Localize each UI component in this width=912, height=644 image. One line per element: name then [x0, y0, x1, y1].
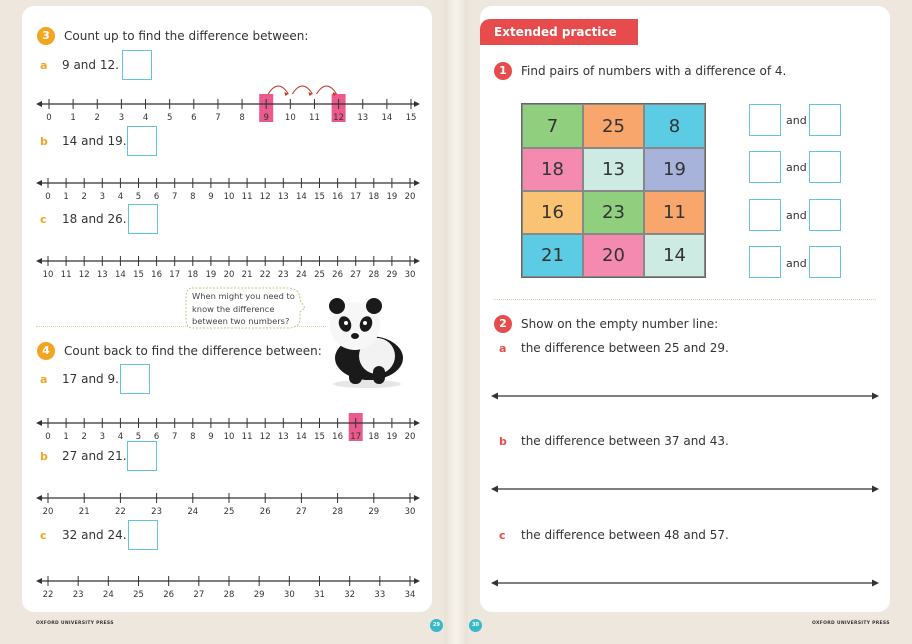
tick-label-28: 28 — [332, 507, 344, 515]
tick-label-34: 34 — [404, 590, 416, 598]
pair-1-and: and — [786, 114, 807, 127]
tick-label-7: 7 — [171, 192, 178, 200]
q4-b-letter: b — [40, 450, 48, 463]
tick-label-9: 9 — [263, 113, 269, 122]
tick-label-25: 25 — [223, 507, 235, 515]
tick-label-20: 20 — [42, 507, 54, 515]
question-3-title: Count up to find the difference between: — [64, 29, 309, 43]
q4-a-prompt: 17 and 9. — [62, 372, 119, 386]
q2-c-letter: c — [499, 529, 506, 542]
number-grid — [521, 103, 706, 278]
tick-label-16: 16 — [332, 192, 344, 200]
q4-c-answer-box[interactable] — [128, 520, 158, 550]
tick-label-22: 22 — [42, 590, 54, 598]
tick-label-29: 29 — [386, 270, 398, 278]
tick-label-8: 8 — [190, 432, 196, 441]
q2-a-letter: a — [499, 342, 507, 355]
tick-label-23: 23 — [151, 507, 163, 515]
tick-label-2: 2 — [81, 432, 87, 441]
pair-3-and: and — [786, 209, 807, 222]
q4-b-number-line — [36, 483, 420, 515]
tick-label-12: 12 — [333, 113, 345, 122]
q4-a-letter: a — [40, 373, 48, 386]
q2-b-empty-number-line[interactable] — [490, 482, 880, 496]
speech-bubble-text: When might you need to know the difference between two numbers? — [192, 291, 295, 326]
question-1-badge: 1 — [494, 62, 512, 80]
tick-label-10: 10 — [223, 432, 235, 441]
q2-a-empty-number-line[interactable] — [490, 389, 880, 403]
q4-b-prompt: 27 and 21. — [62, 449, 127, 463]
tick-label-24: 24 — [187, 507, 199, 515]
q4-a-number-line — [36, 403, 420, 441]
tick-label-10: 10 — [284, 113, 296, 122]
tick-label-16: 16 — [151, 270, 163, 278]
q4-c-prompt: 32 and 24. — [62, 528, 127, 542]
tick-label-23: 23 — [277, 270, 289, 278]
grid-cell[interactable]: 14 — [644, 234, 705, 277]
grid-cell[interactable]: 18 — [522, 148, 583, 191]
tick-label-21: 21 — [78, 507, 90, 515]
tick-label-29: 29 — [253, 590, 265, 598]
q2-b-prompt: the difference between 37 and 43. — [521, 434, 729, 448]
tick-label-20: 20 — [223, 270, 235, 278]
page-gutter — [444, 0, 468, 644]
tick-label-20: 20 — [404, 432, 416, 441]
q2-a-prompt: the difference between 25 and 29. — [521, 341, 729, 355]
q3-b-answer-box[interactable] — [127, 126, 157, 156]
q2-c-prompt: the difference between 48 and 57. — [521, 528, 729, 542]
tick-label-11: 11 — [309, 113, 320, 122]
tick-label-6: 6 — [153, 192, 160, 200]
tick-label-17: 17 — [350, 192, 362, 200]
q3-c-letter: c — [40, 213, 47, 226]
q3-b-prompt: 14 and 19. — [62, 134, 127, 148]
tick-label-5: 5 — [166, 113, 173, 122]
tick-label-13: 13 — [277, 192, 289, 200]
question-4-title: Count back to find the difference between: — [64, 344, 322, 358]
tick-label-0: 0 — [45, 192, 51, 200]
panda-image — [325, 292, 407, 388]
pair-4-second-box[interactable] — [809, 246, 841, 278]
tick-label-14: 14 — [381, 113, 393, 122]
question-4-badge: 4 — [37, 342, 55, 360]
tick-label-13: 13 — [96, 270, 108, 278]
q2-c-empty-number-line[interactable] — [490, 576, 880, 590]
right-page — [480, 6, 890, 612]
tick-label-22: 22 — [114, 507, 126, 515]
pair-3-second-box[interactable] — [809, 199, 841, 231]
tick-label-8: 8 — [239, 113, 245, 122]
q4-a-answer-box[interactable] — [120, 364, 150, 394]
tick-label-30: 30 — [404, 507, 416, 515]
pair-3-first-box[interactable] — [749, 199, 781, 231]
tick-label-25: 25 — [314, 270, 325, 278]
grid-cell[interactable]: 23 — [583, 191, 644, 234]
tick-label-9: 9 — [208, 192, 214, 200]
q3-a-prompt: 9 and 12. — [62, 58, 119, 72]
tick-label-26: 26 — [163, 590, 175, 598]
tick-label-15: 15 — [405, 113, 417, 122]
tick-label-15: 15 — [314, 432, 325, 441]
tick-label-3: 3 — [99, 432, 106, 441]
tick-label-23: 23 — [72, 590, 84, 598]
pair-2-first-box[interactable] — [749, 151, 781, 183]
pair-4-first-box[interactable] — [749, 246, 781, 278]
q4-c-number-line — [36, 566, 420, 598]
tick-label-12: 12 — [78, 270, 90, 278]
q4-c-letter: c — [40, 529, 47, 542]
extended-practice-header: Extended practice — [480, 19, 638, 45]
tick-label-6: 6 — [153, 432, 160, 441]
tick-label-1: 1 — [63, 192, 69, 200]
tick-label-33: 33 — [374, 590, 386, 598]
tick-label-3: 3 — [118, 113, 125, 122]
q3-c-number-line — [36, 246, 420, 278]
tick-label-26: 26 — [259, 507, 271, 515]
q2-b-letter: b — [499, 435, 507, 448]
tick-label-27: 27 — [350, 270, 362, 278]
tick-label-19: 19 — [386, 432, 398, 441]
grid-cell[interactable]: 19 — [644, 148, 705, 191]
tick-label-19: 19 — [205, 270, 217, 278]
pair-1-second-box[interactable] — [809, 104, 841, 136]
question-2-title: Show on the empty number line: — [521, 317, 719, 331]
tick-label-4: 4 — [117, 432, 124, 441]
grid-cell[interactable]: 16 — [522, 191, 583, 234]
grid-cell[interactable]: 11 — [644, 191, 705, 234]
tick-label-12: 12 — [259, 432, 271, 441]
q3-c-prompt: 18 and 26. — [62, 212, 127, 226]
tick-label-7: 7 — [171, 432, 178, 441]
q3-c-answer-box[interactable] — [128, 204, 158, 234]
tick-label-17: 17 — [169, 270, 181, 278]
grid-cell[interactable]: 7 — [522, 104, 583, 148]
tick-label-11: 11 — [241, 192, 253, 200]
q3-a-letter: a — [40, 59, 48, 72]
tick-label-29: 29 — [368, 507, 380, 515]
tick-label-28: 28 — [223, 590, 235, 598]
tick-label-24: 24 — [295, 270, 307, 278]
grid-cell[interactable]: 25 — [583, 104, 644, 148]
grid-cell[interactable]: 20 — [583, 234, 644, 277]
tick-label-4: 4 — [142, 113, 149, 122]
question-3-badge: 3 — [37, 27, 55, 45]
section-divider-right — [493, 299, 876, 300]
tick-label-14: 14 — [295, 432, 307, 441]
tick-label-27: 27 — [193, 590, 205, 598]
tick-label-12: 12 — [259, 192, 271, 200]
tick-label-15: 15 — [133, 270, 144, 278]
grid-cell[interactable]: 21 — [522, 234, 583, 277]
tick-label-1: 1 — [70, 113, 76, 122]
grid-cell[interactable]: 13 — [583, 148, 644, 191]
tick-label-19: 19 — [386, 192, 398, 200]
pair-2-second-box[interactable] — [809, 151, 841, 183]
footer-publisher-right: OXFORD UNIVERSITY PRESS — [812, 621, 890, 626]
tick-label-10: 10 — [42, 270, 54, 278]
grid-cell[interactable]: 8 — [644, 104, 705, 148]
tick-label-15: 15 — [314, 192, 325, 200]
tick-label-21: 21 — [241, 270, 253, 278]
tick-label-25: 25 — [133, 590, 144, 598]
tick-label-24: 24 — [102, 590, 114, 598]
tick-label-11: 11 — [241, 432, 253, 441]
tick-label-14: 14 — [114, 270, 126, 278]
tick-label-17: 17 — [350, 432, 362, 441]
tick-label-32: 32 — [344, 590, 356, 598]
tick-label-31: 31 — [314, 590, 325, 598]
tick-label-14: 14 — [295, 192, 307, 200]
q3-b-letter: b — [40, 135, 48, 148]
tick-label-8: 8 — [190, 192, 196, 200]
tick-label-30: 30 — [404, 270, 416, 278]
tick-label-18: 18 — [368, 192, 380, 200]
tick-label-1: 1 — [63, 432, 69, 441]
tick-label-2: 2 — [81, 192, 87, 200]
tick-label-4: 4 — [117, 192, 124, 200]
q3-a-number-line — [36, 84, 420, 122]
tick-label-5: 5 — [135, 432, 142, 441]
pair-1-first-box[interactable] — [749, 104, 781, 136]
tick-label-26: 26 — [332, 270, 344, 278]
tick-label-13: 13 — [357, 113, 369, 122]
tick-label-18: 18 — [368, 432, 380, 441]
page-number-left: 29 — [430, 619, 443, 632]
tick-label-18: 18 — [187, 270, 199, 278]
tick-label-20: 20 — [404, 192, 416, 200]
tick-label-16: 16 — [332, 432, 344, 441]
page-number-right: 30 — [469, 619, 482, 632]
tick-label-22: 22 — [259, 270, 271, 278]
tick-label-6: 6 — [191, 113, 197, 122]
tick-label-2: 2 — [94, 113, 100, 122]
tick-label-0: 0 — [45, 432, 51, 441]
tick-label-27: 27 — [295, 507, 307, 515]
tick-label-11: 11 — [60, 270, 72, 278]
question-2-badge: 2 — [494, 315, 512, 333]
q3-a-answer-box[interactable] — [122, 50, 152, 80]
footer-publisher-left: OXFORD UNIVERSITY PRESS — [36, 621, 114, 626]
tick-label-10: 10 — [223, 192, 235, 200]
tick-label-13: 13 — [277, 432, 289, 441]
tick-label-28: 28 — [368, 270, 380, 278]
tick-label-9: 9 — [208, 432, 214, 441]
pair-2-and: and — [786, 161, 807, 174]
tick-label-7: 7 — [215, 113, 221, 122]
tick-label-3: 3 — [99, 192, 106, 200]
q4-b-answer-box[interactable] — [127, 441, 157, 471]
tick-label-0: 0 — [46, 113, 52, 122]
question-1-title: Find pairs of numbers with a difference of 4. — [521, 64, 787, 78]
tick-label-30: 30 — [283, 590, 295, 598]
q3-b-number-line — [36, 168, 420, 200]
tick-label-5: 5 — [135, 192, 142, 200]
pair-4-and: and — [786, 257, 807, 270]
